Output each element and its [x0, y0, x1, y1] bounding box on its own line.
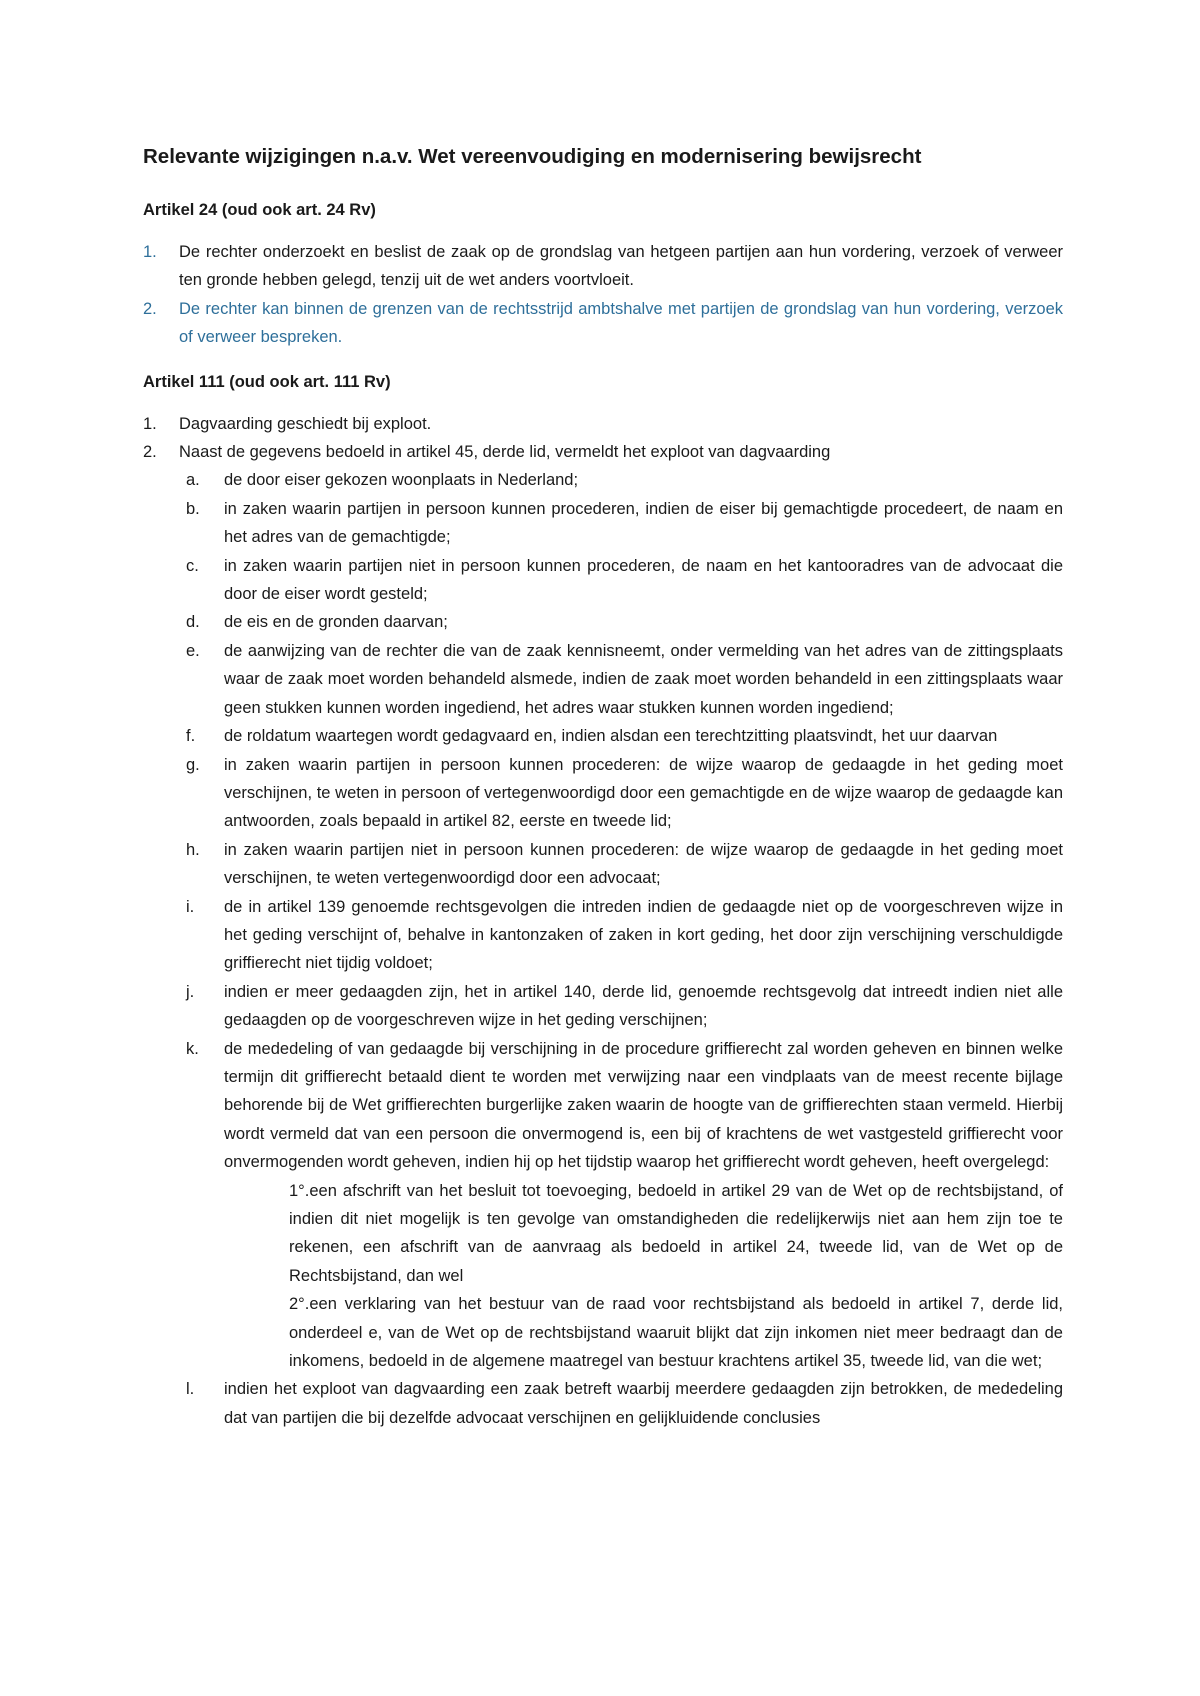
- art111-subitem-b: [143, 495, 1063, 552]
- art111-subitem-g: [143, 751, 1063, 836]
- subitem-k-letter: k.: [186, 1039, 199, 1058]
- subitem-k-point-1: 1°.een afschrift van het besluit tot toevoeging, bedoeld in artikel 29 van de Wet op de rechtsbijstand, of indien dit niet mogelijk is ten gevolge van omstandigheden die redelijkerwijs niet aan hem zijn toe te rekenen, een afschrift van de aanvraag als bedoeld in artikel 24, tweede lid, van de Wet op de Rechtsbijstand, dan wel: [289, 1181, 1063, 1285]
- art111-subitem-k: [143, 1035, 1063, 1177]
- subitem-d-text: de eis en de gronden daarvan;: [224, 613, 448, 632]
- subitem-h-letter: h.: [186, 840, 200, 859]
- subitem-a-text: de door eiser gekozen woonplaats in Nederland;: [224, 471, 579, 490]
- art111-subitem-h: [143, 836, 1063, 893]
- art111-paragraph-2-number: 2.: [143, 443, 157, 462]
- subitem-l-letter: l.: [186, 1380, 195, 1399]
- art111-paragraph-2: [143, 438, 1063, 466]
- art111-paragraph-1-text: Dagvaarding geschiedt bij exploot.: [179, 414, 432, 433]
- subitem-c-text: in zaken waarin partijen niet in persoon kunnen procederen, de naam en het kantooradres van de advocaat die door de eiser wordt gesteld;: [224, 556, 1063, 604]
- subitem-j-text: indien er meer gedaagden zijn, het in artikel 140, derde lid, genoemde rechtsgevolg dat intreedt indien niet alle gedaagden op de voorgeschreven wijze in het geding verschijnen;: [224, 982, 1063, 1030]
- subitem-k-text: de mededeling of van gedaagde bij verschijning in de procedure griffierecht zal worden geheven en binnen welke termijn dit griffierecht betaald dient te worden met verwijzing naar een vindplaats van de meest recente bijlage behorende bij de Wet griffierechten burgerlijke zaken waarin de hoogte van de griffierechten staan vermeld. Hierbij wordt vermeld dat van een persoon die onvermogend is, een bij of krachtens de wet vastgesteld griffierecht voor onvermogenden wordt geheven, indien hij op het tijdstip waarop het griffierecht wordt geheven, heeft overgelegd:: [224, 1039, 1063, 1172]
- art24-paragraph-1-number: 1.: [143, 243, 157, 261]
- art111-subitem-c: [143, 552, 1063, 609]
- subitem-l-text: indien het exploot van dagvaarding een zaak betreft waarbij meerdere gedaagden zijn betrokken, de mededeling dat van partijen die bij dezelfde advocaat verschijnen en gelijkluidende conclusies: [224, 1380, 1063, 1427]
- article-24-heading: Artikel 24 (oud ook art. 24 Rv): [143, 201, 376, 219]
- subitem-c-letter: c.: [186, 556, 199, 575]
- subitem-b-letter: b.: [186, 499, 200, 518]
- art24-paragraph-1: [143, 238, 1063, 295]
- subitem-j-letter: j.: [186, 982, 195, 1001]
- art111-subitem-j: [143, 978, 1063, 1035]
- art24-paragraph-2: [143, 295, 1063, 352]
- art24-paragraph-1-text: De rechter onderzoekt en beslist de zaak op de grondslag van hetgeen partijen aan hun vordering, verzoek of verweer ten gronde hebben gelegd, tenzij uit de wet anders voortvloeit.: [179, 243, 1063, 290]
- art111-subitem-i: [143, 893, 1063, 978]
- art111-subitem-e: [143, 637, 1063, 722]
- subitem-f-text: de roldatum waartegen wordt gedagvaard en, indien alsdan een terechtzitting plaatsvindt, het uur daarvan: [224, 727, 998, 746]
- subitem-a-letter: a.: [186, 471, 200, 490]
- art111-subitem-d: [143, 608, 1063, 636]
- subitem-h-text: in zaken waarin partijen niet in persoon kunnen procederen: de wijze waarop de gedaagde in het geding moet verschijnen, te weten vertegenwoordigd door een advocaat;: [224, 840, 1063, 888]
- art111-paragraph-2-text: Naast de gegevens bedoeld in artikel 45, derde lid, vermeldt het exploot van dagvaarding: [179, 443, 831, 462]
- art111-paragraph-1: [143, 410, 1063, 438]
- art24-paragraph-2-number: 2.: [143, 299, 157, 318]
- subitem-e-text: de aanwijzing van de rechter die van de zaak kennisneemt, onder vermelding van het adres van de zittingsplaats waar de zaak moet worden behandeld alsmede, indien de zaak moet worden behandeld in een zittingsplaats waar geen stukken kunnen worden ingediend, het adres waar stukken kunnen worden ingediend;: [224, 641, 1063, 717]
- art24-paragraph-2-text: De rechter kan binnen de grenzen van de rechtsstrijd ambtshalve met partijen de grondslag van hun vordering, verzoek of verweer bespreken.: [179, 299, 1063, 347]
- subitem-i-letter: i.: [186, 897, 195, 916]
- article-111-heading: Artikel 111 (oud ook art. 111 Rv): [143, 372, 391, 391]
- document-title: Relevante wijzigingen n.a.v. Wet vereenvoudiging en modernisering bewijsrecht: [143, 145, 922, 168]
- subitem-e-letter: e.: [186, 641, 200, 660]
- art111-subitem-f: [143, 722, 1063, 750]
- subitem-k-point-2: 2°.een verklaring van het bestuur van de raad voor rechtsbijstand als bedoeld in artikel 7, derde lid, onderdeel e, van de Wet op de rechtsbijstand waaruit blijkt dat zijn inkomen niet meer bedraagt dan de inkomens, bedoeld in de algemene maatregel van bestuur krachtens artikel 35, tweede lid, van die wet;: [289, 1295, 1063, 1371]
- subitem-f-letter: f.: [186, 727, 196, 746]
- art111-paragraph-1-number: 1.: [143, 414, 157, 433]
- art111-subitem-a: [143, 466, 1063, 494]
- subitem-g-text: in zaken waarin partijen in persoon kunnen procederen: de wijze waarop de gedaagde in het geding moet verschijnen, te weten in persoon of vertegenwoordigd door een gemachtigde en de wijze waarop de gedaagde kan antwoorden, zoals bepaald in artikel 82, eerste en tweede lid;: [224, 755, 1063, 831]
- subitem-g-letter: g.: [186, 755, 200, 774]
- subitem-d-letter: d.: [186, 613, 200, 632]
- subitem-i-text: de in artikel 139 genoemde rechtsgevolgen die intreden indien de gedaagde niet op de voorgeschreven wijze in het geding verschijnt of, behalve in kantonzaken of zaken in kort geding, het door zijn verschijning verschuldigde griffierecht niet tijdig voldoet;: [224, 897, 1063, 973]
- subitem-b-text: in zaken waarin partijen in persoon kunnen procederen, indien de eiser bij gemachtigde procedeert, de naam en het adres van de gemachtigde;: [224, 499, 1063, 547]
- art111-subitem-l: [143, 1375, 1063, 1432]
- document-page: [143, 140, 1063, 1432]
